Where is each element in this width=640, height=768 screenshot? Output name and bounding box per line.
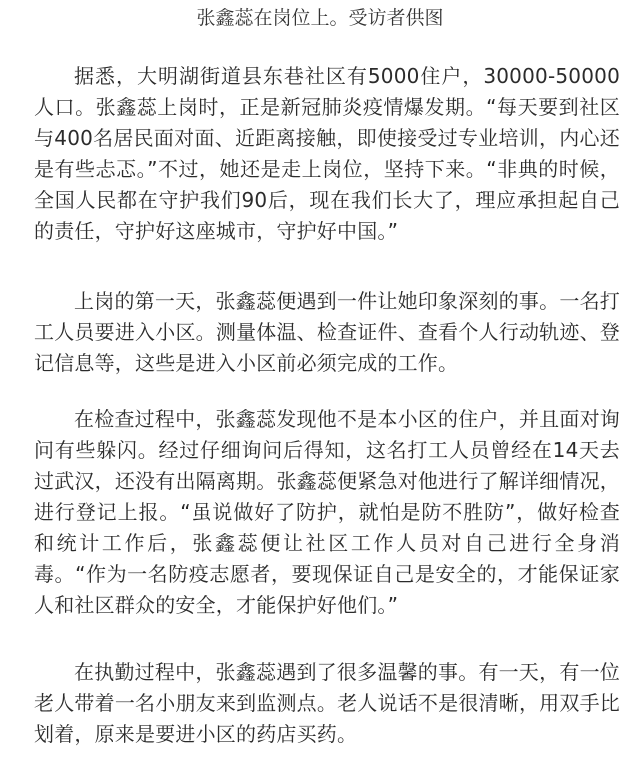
article-paragraph: 上岗的第一天，张鑫蕊便遇到一件让她印象深刻的事。一名打工人员要进入小区。测量体温、检查证件、查看个人行动轨迹、登记信息等，这些是进入小区前必须完成的工作。 [34,289,620,375]
article-paragraph: 在检查过程中，张鑫蕊发现他不是本小区的住户，并且面对询问有些躲闪。经过仔细询问后得知，这名打工人员曾经在14天去过武汉，还没有出隔离期。张鑫蕊便紧急对他进行了解详细情况，进行登记上报。“虽说做好了防护，就怕是防不胜防”，做好检查和统计工作后，张鑫蕊便让社区工作人员对自己进行全身消毒。“作为一名防疫志愿者，要现保证自己是安全的，才能保证家人和社区群众的安全，才能保护好他们。” [34,407,620,617]
image-caption: 张鑫蕊在岗位上。受访者供图 [196,7,444,29]
article-paragraph: 据悉，大明湖街道县东巷社区有5000住户，30000-50000人口。张鑫蕊上岗时，正是新冠肺炎疫情爆发期。“每天要到社区与400名居民面对面、近距离接触，即使接受过专业培训，内心还是有些忐忑。”不过，她还是走上岗位，坚持下来。“非典的时候，全国人民都在守护我们90后，现在我们长大了，理应承担起自己的责任，守护好这座城市，守护好中国。” [34,64,620,243]
article-paragraph: 在执勤过程中，张鑫蕊遇到了很多温馨的事。有一天，有一位老人带着一名小朋友来到监测点。老人说话不是很清晰，用双手比划着，原来是要进小区的药店买药。 [34,660,620,746]
